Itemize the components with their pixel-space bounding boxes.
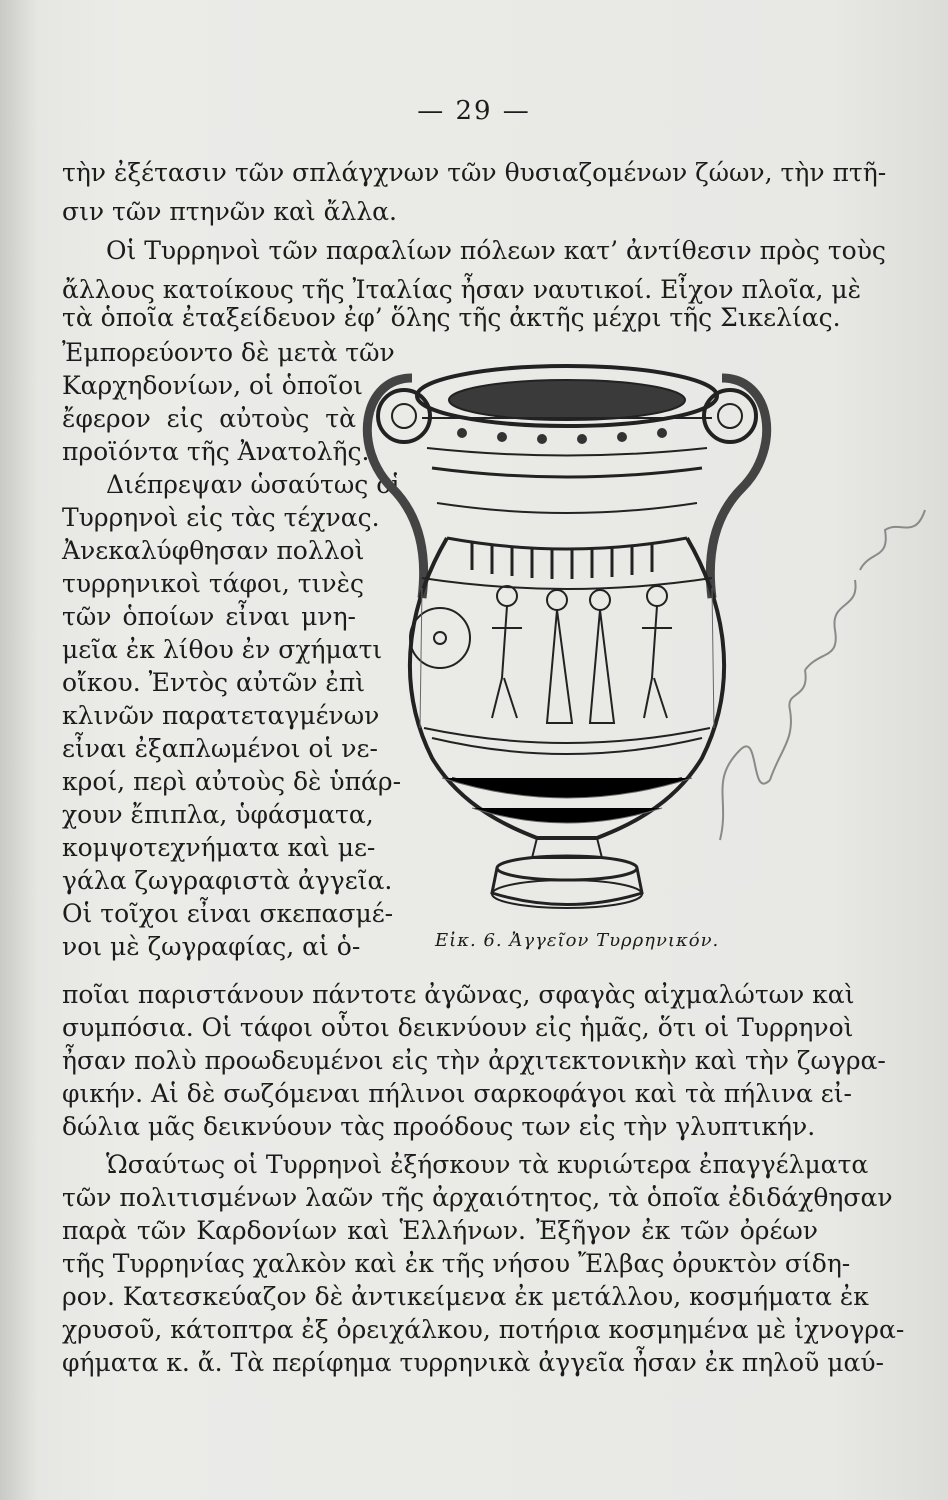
text-line: κλινῶν παρατεταγμένων [62, 701, 380, 730]
text-line: Καρχηδονίων, οἱ ὁποῖοι [62, 371, 363, 400]
text-line: εἶναι ἐξαπλωμένοι οἱ νε- [62, 734, 378, 763]
text-line: Οἱ τοῖχοι εἶναι σκεπασμέ- [62, 899, 394, 928]
text-line: ποῖαι παριστάνουν πάντοτε ἀγῶνας, σφαγὰς αἰχμαλώτων καὶ [62, 980, 855, 1009]
text-line: χουν ἔπιπλα, ὑφάσματα, [62, 800, 374, 829]
text-line: τὰ ὁποῖα ἐταξείδευον ἐφ’ ὅλης τῆς ἀκτῆς μέχρι τῆς Σικελίας. [62, 303, 841, 332]
text-line: ἄλλους κατοίκους τῆς Ἰταλίας ἦσαν ναυτικοί. Εἶχον πλοῖα, μὲ [62, 275, 862, 304]
text-line: τυρρηνικοὶ τάφοι, τινὲς [62, 569, 365, 598]
text-line: τὴν ἐξέτασιν τῶν σπλάγχνων τῶν θυσιαζομένων ζώων, τὴν πτῆ- [62, 158, 887, 187]
text-line: Οἱ Τυρρηνοὶ τῶν παραλίων πόλεων κατ’ ἀντίθεσιν πρὸς τοὺς [106, 236, 886, 265]
text-line: νοι μὲ ζωγραφίας, αἱ ὁ- [62, 932, 361, 961]
text-line: Τυρρηνοὶ εἰς τὰς τέχνας. [62, 503, 380, 532]
text-line: οἴκου. Ἐντὸς αὐτῶν ἐπὶ [62, 668, 366, 697]
text-line: παρὰ τῶν Καρδονίων καὶ Ἑλλήνων. Ἐξῆγον ἐκ τῶν ὀρέων [62, 1216, 818, 1245]
text-line: Διέπρεψαν ὡσαύτως οἱ [106, 470, 402, 499]
text-line: κροί, περὶ αὐτοὺς δὲ ὑπάρ- [62, 767, 402, 796]
text-line: δώλια μᾶς δεικνύουν τὰς προόδους των εἰς τὴν γλυπτικήν. [62, 1112, 816, 1141]
text-line: κομψοτεχνήματα καὶ με- [62, 833, 376, 862]
text-line: ἦσαν πολὺ προωδευμένοι εἰς τὴν ἀρχιτεκτονικὴν καὶ τὴν ζωγρα- [62, 1046, 886, 1075]
text-line: τῶν ὁποίων εἶναι μνη- [62, 602, 356, 631]
text-line: ἔφερον εἰς αὐτοὺς τὰ [62, 404, 356, 433]
text-line: χρυσοῦ, κάτοπτρα ἐξ ὀρειχάλκου, ποτήρια κοσμημένα μὲ ἰχνογρα- [62, 1315, 905, 1344]
text-line: φικήν. Αἱ δὲ σωζόμεναι πήλινοι σαρκοφάγοι καὶ τὰ πήλινα εἰ- [62, 1079, 853, 1108]
text-line: γάλα ζωγραφιστὰ ἀγγεῖα. [62, 866, 393, 895]
text-line: τῆς Τυρρηνίας χαλκὸν καὶ ἐκ τῆς νήσου Ἔλβας ὀρυκτὸν σίδη- [62, 1249, 851, 1278]
text-line: φήματα κ. ἄ. Τὰ περίφημα τυρρηνικὰ ἀγγεῖα ἦσαν ἐκ πηλοῦ μαύ- [62, 1348, 884, 1377]
text-line: σιν τῶν πτηνῶν καὶ ἄλλα. [62, 197, 397, 226]
text-line: μεῖα ἐκ λίθου ἐν σχήματι [62, 635, 383, 664]
text-line: προϊόντα τῆς Ἀνατολῆς. [62, 437, 370, 466]
handwritten-note [700, 500, 940, 860]
figure-caption: Εἰκ. 6. Ἀγγεῖον Τυρρηνικόν. [435, 930, 720, 951]
text-line: Ὡσαύτως οἱ Τυρρηνοὶ ἐξήσκουν τὰ κυριώτερα ἐπαγγέλματα [106, 1150, 869, 1179]
text-line: συμπόσια. Οἱ τάφοι οὗτοι δεικνύουν εἰς ἡμᾶς, ὅτι οἱ Τυρρηνοὶ [62, 1013, 854, 1042]
text-line: Ἀνεκαλύφθησαν πολλοὶ [62, 536, 365, 565]
text-line: τῶν πολιτισμένων λαῶν τῆς ἀρχαιότητος, τὰ ὁποῖα ἐδιδάχθησαν [62, 1183, 893, 1212]
text-line: Ἐμπορεύοντο δὲ μετὰ τῶν [62, 338, 395, 367]
text-line: ρον. Κατεσκεύαζον δὲ ἀντικείμενα ἐκ μετάλλου, κοσμήματα ἐκ [62, 1282, 869, 1311]
page-number: — 29 — [417, 96, 531, 126]
